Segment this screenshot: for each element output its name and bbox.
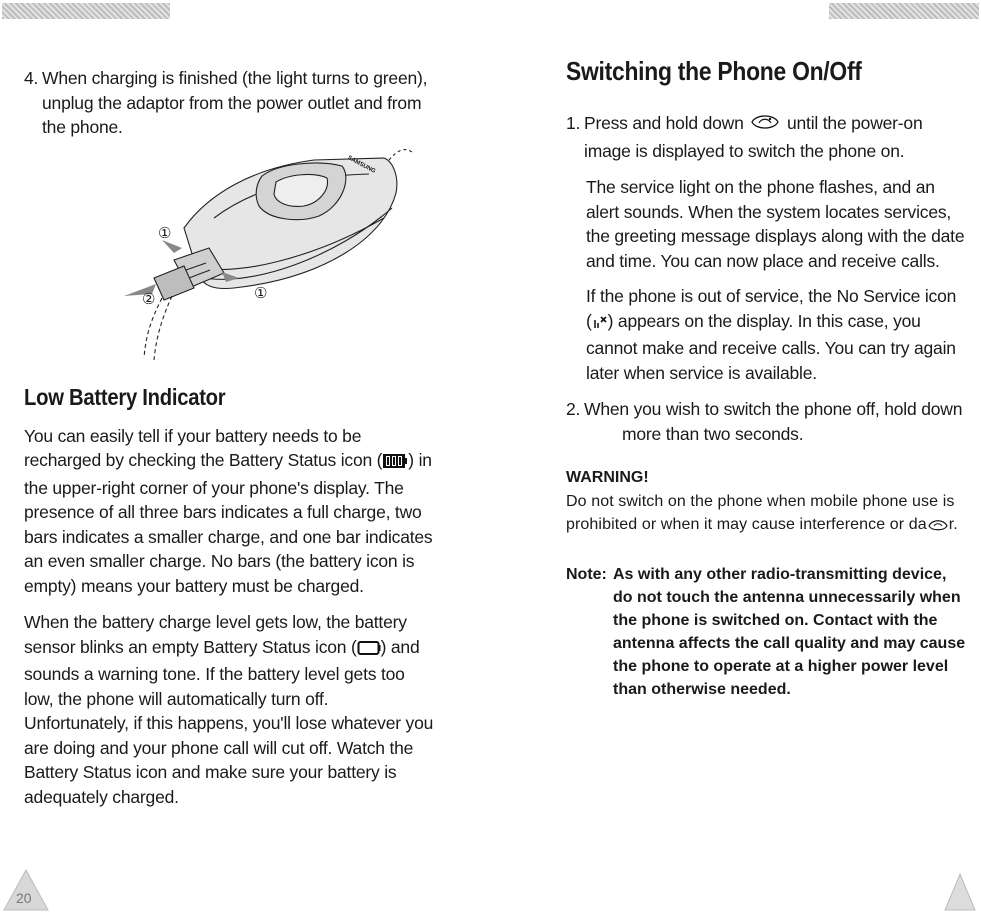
page-number-badge: [2, 868, 50, 912]
low-battery-p1-b: ) in the upper-right corner of your phone's display. The presence of all three bars indicates a full charge, two bars indicates a smaller charge, and one bar indicates an even smaller charge. No bars (the battery icon is empty) means your battery must be charged.: [24, 450, 433, 596]
step-4-number: 4.: [24, 68, 39, 88]
step-2-number: 2.: [566, 399, 581, 419]
power-end-key-icon: [748, 112, 782, 139]
step-4: [24, 66, 434, 140]
step-1: [566, 111, 966, 163]
low-battery-p1-a: You can easily tell if your battery needs to be recharged by checking the Battery Status icon (: [24, 425, 383, 470]
step-1-text-a: Press and hold down: [584, 113, 744, 133]
no-service-icon: [592, 312, 608, 337]
header-tab-left: [2, 3, 170, 19]
no-service-text-a: If the phone is out of service, the No Service icon (: [586, 286, 957, 331]
step-1-text-b: until the power-on image is displayed to switch the phone on.: [584, 113, 923, 161]
warning-text: [566, 490, 966, 539]
step-2: [566, 397, 966, 446]
step-4-text: When charging is finished (the light turns to green), unplug the adaptor from the power outlet and from the phone.: [42, 68, 428, 137]
battery-empty-icon: [357, 638, 381, 663]
warning-text-b: r.: [948, 516, 958, 533]
note-block: [566, 563, 966, 701]
note-text: As with any other radio-transmitting device, do not touch the antenna unnecessarily when the phone is switched on. Contact with the antenna affects the call quality and may cause the phone to operate at a higher power level than otherwise needed.: [613, 566, 966, 698]
step-2-line-2: more than two seconds.: [622, 423, 804, 444]
charger-figure: [114, 148, 414, 363]
note-label: Note:: [566, 566, 607, 583]
no-service-paragraph: [566, 284, 966, 385]
service-paragraph: The service light on the phone flashes, and an alert sounds. When the system locates services, the greeting message displays along with the date and time. You can now place and receive calls.: [586, 177, 965, 271]
next-page-marker: [943, 872, 977, 912]
no-service-text-b: ) appears on the display. In this case, you cannot make and receive calls. You can try again later when service is available.: [586, 310, 956, 383]
page-number: 20: [16, 890, 32, 906]
low-battery-p2-a: When the battery charge level gets low, the battery sensor blinks an empty Battery Status icon (: [24, 612, 407, 657]
warning-title: WARNING!: [566, 469, 649, 486]
brand-label: SAMSUNG: [346, 154, 377, 175]
end-key-overlap-icon: [927, 516, 949, 539]
step-1-number: 1.: [566, 113, 581, 133]
low-battery-paragraph-1: [24, 424, 434, 599]
low-battery-p2-b: ) and sounds a warning tone. If the battery level gets too low, the phone will automatically turn off. Unfortunately, if this happens, you'll lose whatever you are doing and your phone call will cut off. Watch the Battery Status icon and make sure your battery is adequately charged.: [24, 636, 434, 807]
warning-text-a: Do not switch on the phone when mobile phone use is prohibited or when it may cause interference or da: [566, 493, 955, 533]
triangle-right-icon: [943, 872, 977, 912]
left-page: [24, 66, 434, 809]
callout-1-bottom: ①: [254, 284, 268, 302]
step-2-line-1: When you wish to switch the phone off, hold down: [584, 399, 963, 419]
battery-full-icon: [382, 451, 408, 476]
callout-1-top: ①: [158, 224, 172, 242]
header-tab-right: [829, 3, 979, 19]
switching-heading: Switching the Phone On/Off: [566, 56, 862, 86]
low-battery-heading: Low Battery Indicator: [24, 383, 226, 410]
phone-charger-illustration: [114, 148, 414, 363]
callout-2: ②: [142, 290, 156, 308]
low-battery-paragraph-2: [24, 610, 434, 809]
right-page: [566, 56, 966, 701]
